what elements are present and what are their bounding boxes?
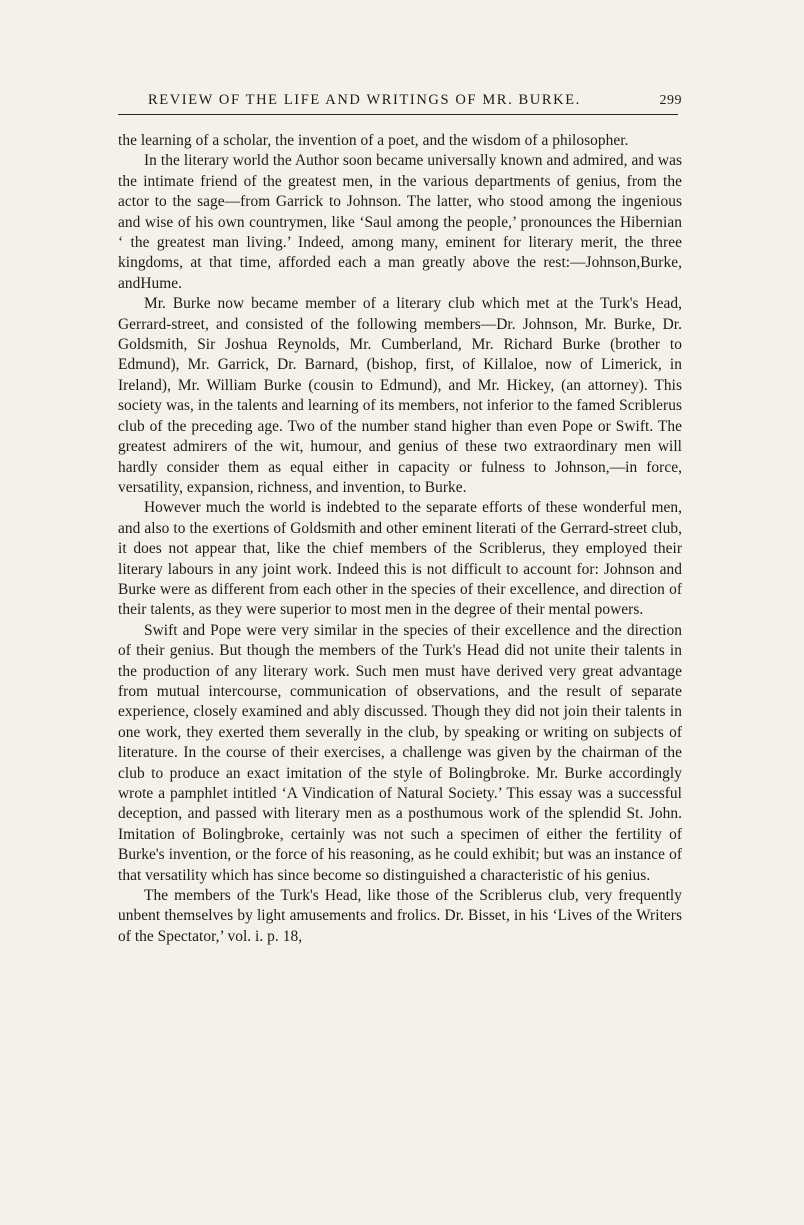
paragraph: Swift and Pope were very similar in the species of their excellence and the direction of their genius. But though the members of the Turk's Head did not unite their talents in the production of any literary work. Such men must have derived very great advantage from mutual intercourse, communication of observations, and the result of separate experience, closely examined and ably discussed. Though they did not join their talents in one work, they exerted them severally in the club, by speaking or writing on subjects of literature. In the course of their exercises, a challenge was given by the chairman of the club to produce an exact imitation of the style of Bolingbroke. Mr. Burke accordingly wrote a pamphlet intitled ‘A Vindication of Natural Society.’ This essay was a successful deception, and passed with literary men as a posthumous work of the splendid St. John. Imitation of Bolingbroke, certainly was not such a specimen of either the fertility of Burke's invention, or the force of his reasoning, as he could exhibit; but was an instance of that versatility which has since become so distinguished a characteristic of his genius.: [118, 621, 682, 884]
paragraph: However much the world is indebted to the separate efforts of these wonderful men, and also to the exertions of Goldsmith and other eminent literati of the Gerrard-street club, it does not appear that, like the chief members of the Scriblerus, they employed their literary labours in any joint work. Indeed this is not difficult to account for: Johnson and Burke were as different from each other in the species of their excellence, and direction of their talents, as they were superior to most men in the degree of their mental powers.: [118, 499, 682, 619]
page-body: [118, 131, 682, 947]
page-header: [118, 92, 682, 109]
paragraph: In the literary world the Author soon became universally known and admired, and was the intimate friend of the greatest men, in the various departments of genius, from the actor to the sage—from Garrick to Johnson. The latter, who stood among the ingenious and wise of his own countrymen, like ‘Saul among the people,’ pronounces the Hibernian ‘ the greatest man living.’ Indeed, among many, eminent for literary merit, the three kingdoms, at that time, afforded each a man greatly above the rest:—Johnson,Burke, andHume.: [118, 152, 682, 292]
paragraph: The members of the Turk's Head, like those of the Scriblerus club, very frequently unbent themselves by light amusements and frolics. Dr. Bisset, in his ‘Lives of the Writers of the Spectator,’ vol. i. p. 18,: [118, 887, 682, 945]
page-number: 299: [659, 93, 682, 108]
header-rule: [118, 114, 678, 115]
running-head: REVIEW OF THE LIFE AND WRITINGS OF MR. BURKE.: [148, 92, 581, 108]
paragraph: the learning of a scholar, the invention of a poet, and the wisdom of a philosopher.: [118, 132, 629, 149]
paragraph: Mr. Burke now became member of a literary club which met at the Turk's Head, Gerrard-street, and consisted of the following members—Dr. Johnson, Mr. Burke, Dr. Goldsmith, Sir Joshua Reynolds, Mr. Cumberland, Mr. Richard Burke (brother to Edmund), Mr. Garrick, Dr. Barnard, (bishop, first, of Killaloe, now of Limerick, in Ireland), Mr. William Burke (cousin to Edmund), and Mr. Hickey, (an attorney). This society was, in the talents and learning of its members, not inferior to the famed Scriblerus club of the preceding age. Two of the number stand higher than even Pope or Swift. The greatest admirers of the wit, humour, and genius of these two extraordinary men will hardly consider them as equal either in capacity or fulness to Johnson,—in force, versatility, expansion, richness, and invention, to Burke.: [118, 295, 682, 496]
